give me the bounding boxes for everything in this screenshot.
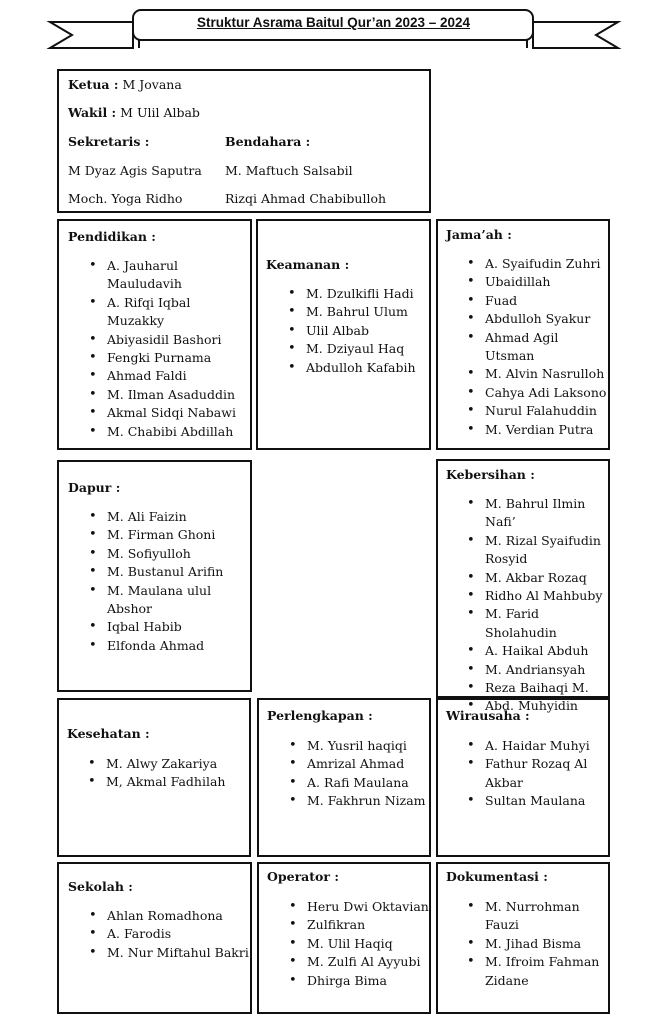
division-title: Kesehatan : (67, 726, 150, 741)
member-item: • M. Akbar Rozaq (465, 569, 605, 587)
member-item: • Sultan Maulana (465, 792, 605, 810)
member-item: • A. Farodis (87, 925, 249, 943)
member-item: • Amrizal Ahmad (287, 755, 426, 773)
member-item: • M. Bahrul Ilmin Nafi’ (465, 495, 605, 532)
division-title: Perlengkapan : (267, 708, 373, 723)
division-wirausaha (436, 698, 610, 857)
member-item: • M. Yusril haqiqi (287, 737, 426, 755)
member-list (465, 737, 605, 811)
leadership-box (57, 69, 431, 213)
sekretaris-1: M Dyaz Agis Saputra (68, 163, 202, 178)
member-list (87, 907, 249, 962)
member-list (287, 898, 429, 990)
member-item: • A. Rifqi Iqbal Muzakky (87, 294, 250, 331)
division-dokumentasi (436, 862, 610, 1014)
wakil-label: Wakil : (68, 105, 117, 120)
member-item: • Akmal Sidqi Nabawi (87, 404, 250, 422)
sekretaris-label: Sekretaris : (68, 134, 150, 149)
member-item: • Abd. Muhyidin (465, 697, 605, 715)
member-item: • Abiyasidil Bashori (87, 331, 250, 349)
division-title: Sekolah : (68, 879, 133, 894)
member-item: • M. Nur Miftahul Bakri (87, 944, 249, 962)
division-title: Wirausaha : (446, 708, 530, 723)
member-item: • M. Alwy Zakariya (86, 755, 225, 773)
bendahara-2: Rizqi Ahmad Chabibulloh (225, 191, 387, 206)
member-item: • M. Nurrohman Fauzi (465, 898, 605, 935)
division-sekolah (57, 862, 252, 1014)
member-list (87, 257, 250, 441)
member-item: • Elfonda Ahmad (87, 637, 250, 655)
division-pendidikan (57, 219, 252, 450)
division-dapur (57, 460, 252, 692)
member-item: • Dhirga Bima (287, 972, 429, 990)
member-item: • M. Ilman Asaduddin (87, 386, 250, 404)
member-item: • A. Syaifudin Zuhri (465, 255, 608, 273)
member-item: • Cahya Adi Laksono (465, 384, 608, 402)
member-item: • M. Bustanul Arifin (87, 563, 250, 581)
bendahara-1: M. Maftuch Salsabil (225, 163, 353, 178)
member-item: • Ridho Al Mahbuby (465, 587, 605, 605)
member-item: • Ahmad Faldi (87, 367, 250, 385)
member-item: • M. Firman Ghoni (87, 526, 250, 544)
member-item: • Ubaidillah (465, 273, 608, 291)
member-item: • M. Fakhrun Nizam (287, 792, 426, 810)
division-kesehatan (57, 698, 251, 857)
division-title: Keamanan : (266, 257, 350, 272)
division-title: Jama’ah : (446, 227, 512, 242)
member-item: • M. Andriansyah (465, 661, 605, 679)
wakil-name: M Ulil Albab (120, 105, 200, 120)
member-list (465, 495, 605, 716)
member-item: • Abdulloh Syakur (465, 310, 608, 328)
division-title: Dokumentasi : (446, 869, 548, 884)
member-item: • M. Bahrul Ulum (286, 303, 416, 321)
division-perlengkapan (257, 698, 431, 857)
member-item: • M. Jihad Bisma (465, 935, 605, 953)
member-list (465, 898, 605, 990)
member-item: • Heru Dwi Oktavian (287, 898, 429, 916)
member-item: • Ulil Albab (286, 322, 416, 340)
member-item: • M. Zulfi Al Ayyubi (287, 953, 429, 971)
member-item: • Abdulloh Kafabih (286, 359, 416, 377)
member-item: • M. Verdian Putra (465, 421, 608, 439)
member-item: • M. Sofiyulloh (87, 545, 250, 563)
sekretaris-2: Moch. Yoga Ridho (68, 191, 183, 206)
member-list (87, 508, 250, 655)
division-operator (257, 862, 431, 1014)
member-item: • M. Dzulkifli Hadi (286, 285, 416, 303)
division-jamaah (436, 219, 610, 450)
wakil-row (68, 105, 200, 120)
member-item: • M. Chabibi Abdillah (87, 423, 250, 441)
member-item: • A. Haikal Abduh (465, 642, 605, 660)
member-item: • M. Ulil Haqiq (287, 935, 429, 953)
division-title: Kebersihan : (446, 467, 535, 482)
member-list (465, 255, 608, 439)
member-item: • Nurul Falahuddin (465, 402, 608, 420)
member-item: • M. Farid Sholahudin (465, 605, 605, 642)
member-item: • M, Akmal Fadhilah (86, 773, 225, 791)
member-item: • M. Dziyaul Haq (286, 340, 416, 358)
member-list (286, 285, 416, 377)
member-item: • Ahlan Romadhona (87, 907, 249, 925)
division-title: Operator : (267, 869, 339, 884)
member-item: • Zulfikran (287, 916, 429, 934)
member-item: • M. Ifroim Fahman Zidane (465, 953, 605, 990)
division-keamanan (256, 219, 431, 450)
page-title: Struktur Asrama Baitul Qur’an 2023 – 2024 (196, 15, 471, 30)
member-item: • A. Jauharul Mauludavih (87, 257, 250, 294)
member-item: • M. Rizal Syaifudin Rosyid (465, 532, 605, 569)
ketua-row (68, 77, 182, 92)
member-item: • Iqbal Habib (87, 618, 250, 636)
member-item: • Fathur Rozaq Al Akbar (465, 755, 605, 792)
division-title: Pendidikan : (68, 229, 156, 244)
member-item: • Ahmad Agil Utsman (465, 329, 608, 366)
member-item: • A. Rafi Maulana (287, 774, 426, 792)
member-item: • M. Ali Faizin (87, 508, 250, 526)
member-list (86, 755, 225, 792)
division-kebersihan (436, 459, 610, 714)
member-item: • M. Maulana ulul Abshor (87, 582, 250, 619)
member-item: • Fuad (465, 292, 608, 310)
member-item: • A. Haidar Muhyi (465, 737, 605, 755)
division-title: Dapur : (68, 480, 121, 495)
member-item: • M. Alvin Nasrulloh (465, 365, 608, 383)
bendahara-label: Bendahara : (225, 134, 311, 149)
member-item: • Fengki Purnama (87, 349, 250, 367)
member-item: • Reza Baihaqi M. (465, 679, 605, 697)
ketua-label: Ketua : (68, 77, 119, 92)
member-list (287, 737, 426, 811)
ketua-name: M Jovana (122, 77, 182, 92)
